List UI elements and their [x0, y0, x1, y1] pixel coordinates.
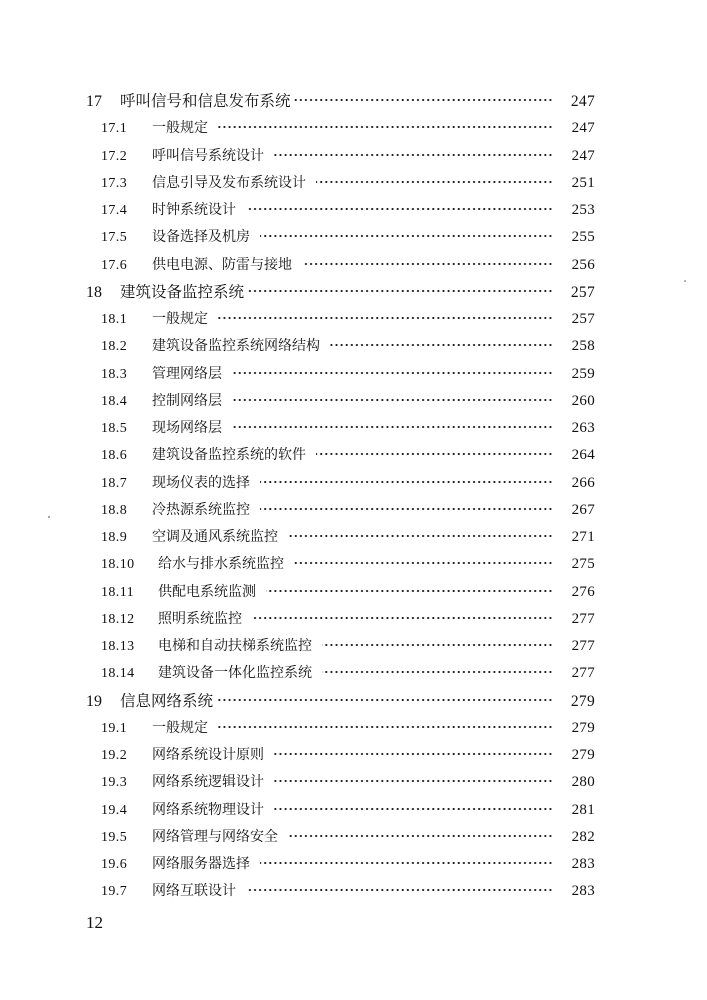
- toc-entry-title: 网络系统设计原则: [152, 747, 264, 763]
- toc-entry-title: 现场网络层: [152, 420, 222, 436]
- toc-section-entry: [0, 742, 707, 769]
- dot-leader: [232, 365, 553, 381]
- toc-entry-title: 管理网络层: [152, 365, 222, 382]
- toc-entry-title: 网络系统物理设计: [152, 801, 264, 818]
- toc-section-entry: [0, 224, 707, 251]
- toc-section-entry: [0, 524, 707, 551]
- toc-entry-title: 网络管理与网络安全: [152, 828, 278, 845]
- dot-leader: [294, 555, 553, 571]
- toc-entry-page: 267: [571, 501, 595, 518]
- toc-entry-title: 控制网络层: [152, 392, 222, 409]
- toc-entry-page: 281: [571, 801, 595, 818]
- toc-entry-page: 259: [571, 365, 595, 382]
- dot-leader: [274, 147, 553, 163]
- toc-entry-number: 17: [86, 93, 102, 110]
- toc-entry-page: 276: [571, 583, 595, 600]
- toc-entry-title: 建筑设备监控系统的软件: [152, 447, 306, 464]
- toc-entry-page: 247: [571, 147, 595, 164]
- dot-leader: [322, 664, 553, 680]
- toc-entry-title: 设备选择及机房: [152, 229, 250, 246]
- toc-entry-title: 供配电系统监测: [158, 583, 256, 600]
- toc-entry-page: 280: [571, 774, 595, 791]
- toc-entry-number: 18.1: [101, 312, 128, 327]
- toc-entry-number: 17.2: [101, 148, 128, 164]
- toc-entry-title: 现场仪表的选择: [152, 474, 250, 491]
- toc-entry-title: 时钟系统设计: [152, 202, 236, 218]
- toc-entry-page: 277: [571, 610, 595, 627]
- toc-section-entry: [0, 415, 707, 442]
- toc-section-entry: [0, 769, 707, 796]
- dot-leader: [316, 446, 553, 462]
- toc-entry-number: 18.14: [101, 666, 135, 682]
- toc-section-entry: [0, 442, 707, 469]
- dot-leader: [260, 228, 553, 244]
- toc-entry-page: 277: [571, 638, 595, 654]
- dot-leader: [218, 119, 553, 135]
- toc-section-entry: [0, 388, 707, 415]
- toc-entry-number: 19: [86, 692, 102, 710]
- toc-entry-title: 网络系统逻辑设计: [152, 774, 264, 791]
- toc-entry-number: 18.8: [101, 502, 128, 518]
- toc-entry-title: 信息引导及发布系统设计: [152, 174, 306, 191]
- toc-entry-number: 19.1: [101, 720, 128, 736]
- scan-speck: [48, 516, 50, 518]
- toc-entry-number: 19.6: [101, 857, 128, 872]
- toc-entry-number: 18.6: [101, 448, 128, 464]
- toc-section-entry: [0, 361, 707, 388]
- toc-section-entry: [0, 579, 707, 606]
- toc-entry-title: 呼叫信号系统设计: [152, 147, 264, 164]
- toc-entry-number: 17.3: [101, 175, 128, 191]
- toc-entry-title: 空调及通风系统监控: [152, 529, 278, 545]
- toc-entry-page: 277: [571, 665, 595, 682]
- toc-entry-title: 照明系统监控: [158, 610, 242, 627]
- toc-section-entry: [0, 797, 707, 824]
- toc-entry-title: 一般规定: [152, 120, 208, 137]
- toc-entry-page: 275: [571, 556, 595, 573]
- toc-entry-page: 279: [571, 747, 595, 763]
- toc-entry-title: 供电电源、防雷与接地: [152, 256, 292, 273]
- toc-entry-page: 266: [571, 474, 595, 491]
- toc-entry-title: 建筑设备一体化监控系统: [158, 665, 312, 682]
- toc-section-entry: [0, 115, 707, 142]
- dot-leader: [294, 92, 553, 108]
- toc-entry-page: 282: [571, 828, 595, 845]
- toc-chapter-entry: [0, 279, 707, 306]
- dot-leader: [260, 501, 553, 517]
- toc-entry-title: 给水与排水系统监控: [158, 556, 284, 573]
- toc-entry-page: 253: [571, 202, 595, 218]
- toc-section-entry: [0, 143, 707, 170]
- dot-leader: [252, 610, 553, 626]
- toc-entry-title: 一般规定: [152, 311, 208, 327]
- toc-section-entry: [0, 606, 707, 633]
- toc-section-entry: [0, 470, 707, 497]
- toc-entry-title: 网络互联设计: [152, 883, 236, 900]
- dot-leader: [274, 801, 553, 817]
- dot-leader: [218, 310, 553, 326]
- toc-entry-title: 建筑设备监控系统: [120, 282, 245, 301]
- toc-section-entry: [0, 252, 707, 279]
- toc-entry-title: 建筑设备监控系统网络结构: [152, 338, 320, 355]
- dot-leader: [288, 828, 553, 844]
- toc-section-entry: [0, 551, 707, 578]
- dot-leader: [216, 692, 553, 708]
- toc-entry-title: 网络服务器选择: [152, 856, 250, 872]
- toc-entry-number: 17.6: [101, 257, 128, 273]
- toc-section-entry: [0, 851, 707, 878]
- dot-leader: [266, 583, 553, 599]
- toc-entry-number: 18.11: [101, 584, 134, 600]
- dot-leader: [274, 746, 553, 762]
- toc-entry-number: 17.5: [101, 230, 128, 246]
- toc-entry-number: 18.9: [101, 530, 128, 545]
- dot-leader: [330, 337, 553, 353]
- toc-entry-title: 电梯和自动扶梯系统监控: [158, 638, 312, 654]
- toc-entry-page: 255: [571, 229, 595, 246]
- toc-entry-page: 258: [571, 338, 595, 355]
- toc-section-entry: [0, 824, 707, 851]
- toc-entry-page: 283: [571, 856, 595, 872]
- dot-leader: [274, 773, 553, 789]
- toc-entry-number: 18.13: [101, 639, 135, 654]
- toc-entry-page: 263: [571, 420, 595, 436]
- toc-entry-number: 19.7: [101, 884, 128, 900]
- toc-entry-title: 一般规定: [152, 719, 208, 736]
- toc-entry-number: 19.5: [101, 829, 128, 845]
- toc-section-entry: [0, 878, 707, 905]
- toc-entry-number: 18.4: [101, 393, 128, 409]
- toc-entry-number: 18: [86, 283, 102, 301]
- toc-entry-number: 19.2: [101, 748, 128, 763]
- dot-leader: [232, 392, 553, 408]
- toc-entry-page: 279: [571, 719, 595, 736]
- toc-entry-page: 257: [571, 311, 595, 327]
- toc-entry-number: 19.3: [101, 775, 128, 791]
- toc-section-entry: [0, 715, 707, 742]
- page-number: 12: [86, 913, 103, 932]
- dot-leader: [246, 201, 553, 217]
- toc-entry-page: 283: [571, 883, 595, 900]
- toc-entry-page: 264: [571, 447, 595, 464]
- toc-section-entry: [0, 306, 707, 333]
- toc-entry-page: 279: [570, 692, 595, 710]
- toc-entry-number: 18.7: [101, 475, 128, 491]
- toc-entry-page: 247: [570, 93, 595, 110]
- dot-leader: [247, 283, 553, 299]
- toc-entry-number: 18.3: [101, 366, 128, 382]
- toc-entry-number: 18.10: [101, 557, 135, 573]
- toc-entry-page: 256: [571, 256, 595, 273]
- toc-section-entry: [0, 197, 707, 224]
- toc-entry-number: 19.4: [101, 802, 128, 818]
- dot-leader: [232, 419, 553, 435]
- dot-leader: [288, 528, 553, 544]
- toc-section-entry: [0, 170, 707, 197]
- dot-leader: [218, 719, 553, 735]
- dot-leader: [260, 855, 553, 871]
- toc-entry-title: 冷热源系统监控: [152, 501, 250, 518]
- dot-leader: [246, 882, 553, 898]
- toc-entry-page: 260: [571, 392, 595, 409]
- toc-entry-page: 247: [571, 120, 595, 137]
- dot-leader: [302, 256, 553, 272]
- dot-leader: [260, 474, 553, 490]
- toc-chapter-entry: [0, 688, 707, 715]
- toc-entry-title: 呼叫信号和信息发布系统: [120, 92, 291, 110]
- toc-entry-number: 18.12: [101, 611, 135, 627]
- dot-leader: [316, 174, 553, 190]
- toc-entry-number: 18.5: [101, 421, 128, 436]
- toc-section-entry: [0, 660, 707, 687]
- toc-entry-title: 信息网络系统: [120, 691, 214, 710]
- toc-entry-page: 251: [571, 174, 595, 191]
- toc-section-entry: [0, 497, 707, 524]
- dot-leader: [322, 637, 553, 653]
- toc-chapter-entry: [0, 88, 707, 115]
- toc-entry-number: 18.2: [101, 339, 128, 355]
- toc-section-entry: [0, 333, 707, 360]
- toc-entry-page: 271: [571, 529, 595, 545]
- toc-entry-number: 17.1: [101, 121, 128, 137]
- scan-speck: [684, 280, 686, 282]
- toc-entry-number: 17.4: [101, 203, 128, 218]
- toc-section-entry: [0, 633, 707, 660]
- toc-entry-page: 257: [570, 283, 595, 301]
